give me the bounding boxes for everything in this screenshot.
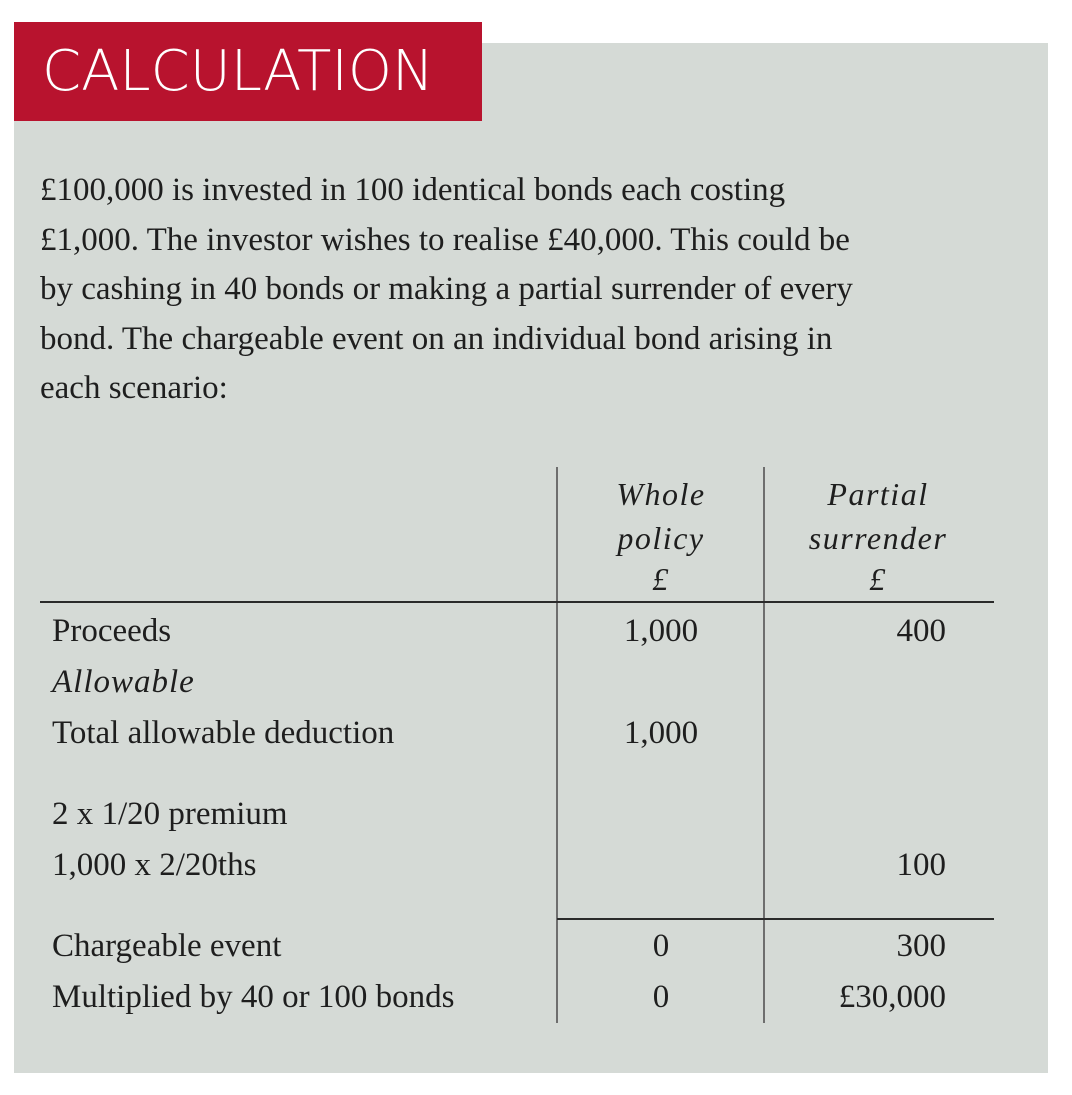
total-rule <box>557 918 994 920</box>
whole-policy-value: 1,000 <box>623 715 699 751</box>
column-header-line: policy <box>617 520 705 556</box>
column-header-partial-surrender <box>778 472 978 598</box>
row-label: Allowable <box>52 664 195 700</box>
intro-paragraph <box>40 166 1040 414</box>
whole-policy-value: 1,000 <box>623 613 699 649</box>
page-title: CALCULATION <box>42 39 434 104</box>
partial-surrender-value: 100 <box>896 847 946 883</box>
header-rule <box>40 601 994 603</box>
row-label: Multiplied by 40 or 100 bonds <box>52 979 455 1015</box>
row-label: Chargeable event <box>52 928 282 964</box>
column-header-whole-policy <box>560 472 762 598</box>
intro-line: £1,000. The investor wishes to realise £40,000. This could be <box>40 221 850 258</box>
column-header-unit: £ <box>652 561 670 597</box>
intro-line: bond. The chargeable event on an individual bond arising in <box>40 320 833 357</box>
partial-surrender-value: 300 <box>896 928 946 964</box>
column-divider-whole <box>556 467 558 1023</box>
partial-surrender-value: £30,000 <box>838 979 946 1015</box>
partial-surrender-value: 400 <box>896 613 946 649</box>
row-label: 2 x 1/20 premium <box>52 796 288 832</box>
column-header-line: Partial <box>827 476 929 512</box>
column-header-line: surrender <box>808 520 948 556</box>
whole-policy-value: 0 <box>652 979 670 1015</box>
row-label: Proceeds <box>52 613 172 649</box>
row-label: Total allowable deduction <box>52 715 395 751</box>
intro-line: each scenario: <box>40 370 228 406</box>
column-divider-partial <box>763 467 765 1023</box>
intro-line: by cashing in 40 bonds or making a partial surrender of every <box>40 271 853 307</box>
row-label: 1,000 x 2/20ths <box>52 847 257 883</box>
whole-policy-value: 0 <box>652 928 670 964</box>
title-banner <box>14 22 482 121</box>
column-header-unit: £ <box>869 561 887 597</box>
column-header-line: Whole <box>616 476 706 512</box>
intro-line: £100,000 is invested in 100 identical bonds each costing <box>40 172 786 208</box>
